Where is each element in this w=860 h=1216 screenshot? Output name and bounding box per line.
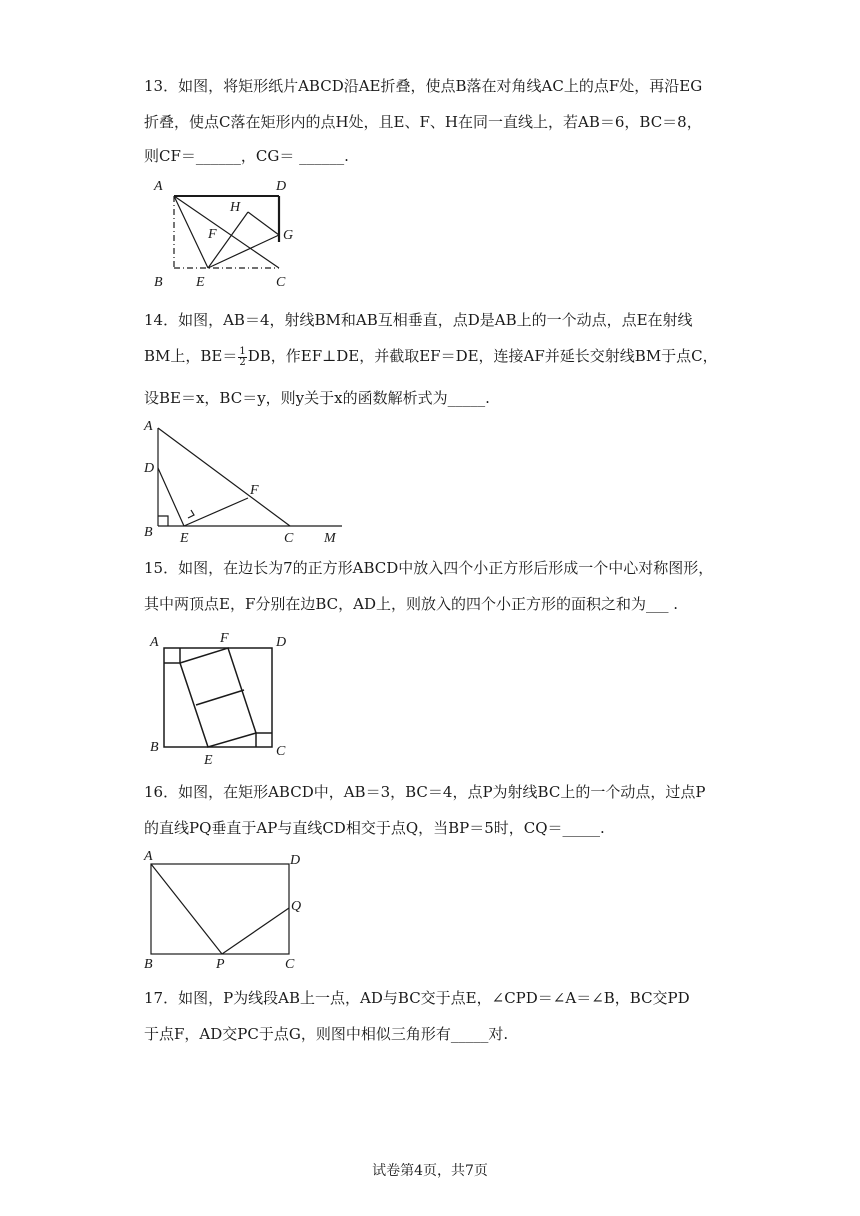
q17-line-2: 于点F，AD交PC于点G，则图中相似三角形有_____对. [144,1025,509,1043]
q15-figure [146,628,306,768]
q13-label-h: H [230,200,241,215]
q15-line-1: 15．如图，在边长为7的正方形ABCD中放入四个小正方形后形成一个中心对称图形， [144,559,714,577]
q14-fraction-denominator: 2 [239,356,246,368]
q15-line-2: 其中两顶点E，F分别在边BC，AD上，则放入的四个小正方形的面积之和为___ . [144,595,679,613]
q13-label-g: G [283,228,294,243]
q15-label-e: E [204,753,213,768]
q16-label-p: P [216,957,225,972]
q15-label-f: F [220,631,229,646]
q15-label-d: D [276,635,287,650]
q14-label-d: D [144,461,155,476]
q13-label-f: F [208,227,217,242]
q16-label-b: B [144,957,153,972]
q14-label-m: M [324,531,336,546]
q16-label-c: C [285,957,295,972]
q14-line-1: 14．如图，AB＝4，射线BM和AB互相垂直，点D是AB上的一个动点，点E在射线 [144,311,693,329]
q16-label-d: D [290,853,301,868]
q15-label-a: A [150,635,159,650]
q15-label-b: B [150,740,159,755]
q14-line-2 [144,346,718,368]
q14-label-a: A [144,419,153,434]
q13-line-2: 折叠，使点C落在矩形内的点H处，且E、F、H在同一直线上，若AB＝6，BC＝8， [144,113,702,131]
q17-line-1: 17．如图，P为线段AB上一点，AD与BC交于点E，∠CPD＝∠A＝∠B，BC交PD [144,989,690,1007]
q14-label-e: E [180,531,189,546]
q13-label-c: C [276,275,286,290]
q13-figure [150,176,320,296]
q13-line-1: 13．如图，将矩形纸片ABCD沿AE折叠，使点B落在对角线AC上的点F处，再沿EG [144,77,703,95]
q16-line-2: 的直线PQ垂直于AP与直线CD相交于点Q，当BP＝5时，CQ＝_____. [144,819,605,837]
q14-line-3: 设BE＝x，BC＝y，则y关于x的函数解析式为_____. [144,389,490,407]
q16-line-1: 16．如图，在矩形ABCD中，AB＝3，BC＝4，点P为射线BC上的一个动点，过点P [144,783,706,801]
q14-line-2-start: BM上，BE＝ [144,347,238,365]
q14-fraction-numerator: 1 [239,345,246,357]
q16-label-a: A [144,849,153,864]
q16-label-q: Q [291,899,302,914]
q13-label-d: D [276,179,287,194]
q14-label-c: C [284,531,294,546]
q15-label-c: C [276,744,286,759]
q13-label-e: E [196,275,205,290]
q13-line-3: 则CF＝______，CG＝ ______. [144,147,349,165]
q16-figure [140,846,310,974]
q14-line-2-end: DB，作EF⊥DE，并截取EF＝DE，连接AF并延长交射线BM于点C， [247,347,718,365]
q14-fraction [238,347,246,368]
q13-label-b: B [154,275,163,290]
page-footer: 试卷第4页，共7页 [372,1163,488,1179]
q14-label-b: B [144,525,153,540]
q14-label-f: F [250,483,259,498]
q14-figure [140,414,350,546]
q13-label-a: A [154,179,163,194]
